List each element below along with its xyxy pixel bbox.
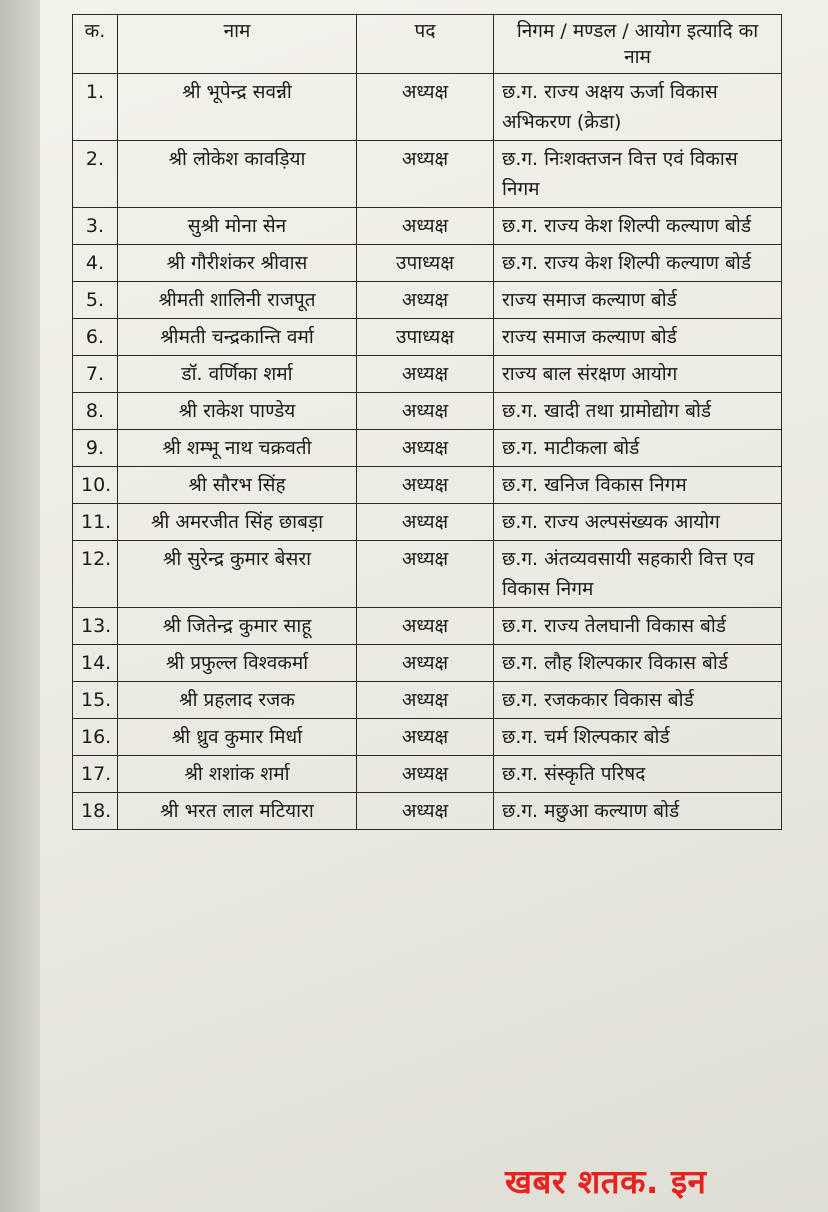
row-post: अध्यक्ष: [357, 430, 494, 467]
row-post: अध्यक्ष: [357, 356, 494, 393]
table-row: [73, 541, 782, 608]
row-organization: छ.ग. खादी तथा ग्रामोद्योग बोर्ड: [494, 393, 782, 430]
row-post: अध्यक्ष: [357, 74, 494, 141]
row-organization: छ.ग. राज्य केश शिल्पी कल्याण बोर्ड: [494, 208, 782, 245]
header-post: पद: [357, 15, 494, 74]
row-serial: 3.: [73, 208, 118, 245]
row-post: अध्यक्ष: [357, 756, 494, 793]
table-row: [73, 319, 782, 356]
row-post: अध्यक्ष: [357, 645, 494, 682]
table-row: [73, 645, 782, 682]
row-serial: 8.: [73, 393, 118, 430]
row-name: श्री लोकेश कावड़िया: [118, 141, 357, 208]
row-post: अध्यक्ष: [357, 793, 494, 830]
row-organization: छ.ग. राज्य तेलघानी विकास बोर्ड: [494, 608, 782, 645]
row-post: उपाध्यक्ष: [357, 319, 494, 356]
row-serial: 10.: [73, 467, 118, 504]
row-name: श्री गौरीशंकर श्रीवास: [118, 245, 357, 282]
row-serial: 16.: [73, 719, 118, 756]
row-serial: 12.: [73, 541, 118, 608]
header-name: नाम: [118, 15, 357, 74]
row-organization: छ.ग. लौह शिल्पकार विकास बोर्ड: [494, 645, 782, 682]
row-organization: राज्य समाज कल्याण बोर्ड: [494, 282, 782, 319]
row-name: श्री शशांक शर्मा: [118, 756, 357, 793]
row-organization: छ.ग. माटीकला बोर्ड: [494, 430, 782, 467]
row-post: अध्यक्ष: [357, 682, 494, 719]
table-row: [73, 467, 782, 504]
table-row: [73, 208, 782, 245]
table-row: [73, 356, 782, 393]
row-organization: छ.ग. राज्य अक्षय ऊर्जा विकास अभिकरण (क्रेडा): [494, 74, 782, 141]
table-row: [73, 141, 782, 208]
table-row: [73, 282, 782, 319]
row-name: डॉ. वर्णिका शर्मा: [118, 356, 357, 393]
table-row: [73, 245, 782, 282]
row-serial: 9.: [73, 430, 118, 467]
row-post: अध्यक्ष: [357, 141, 494, 208]
row-post: अध्यक्ष: [357, 719, 494, 756]
table-header-row: [73, 15, 782, 74]
table-body: [73, 74, 782, 830]
table-row: [73, 430, 782, 467]
table-row: [73, 393, 782, 430]
row-post: अध्यक्ष: [357, 541, 494, 608]
row-organization: छ.ग. चर्म शिल्पकार बोर्ड: [494, 719, 782, 756]
watermark-text: खबर शतक. इन: [505, 1162, 707, 1201]
row-post: अध्यक्ष: [357, 504, 494, 541]
row-serial: 5.: [73, 282, 118, 319]
header-organization: निगम / मण्डल / आयोग इत्यादि का नाम: [494, 15, 782, 74]
row-name: श्री जितेन्द्र कुमार साहू: [118, 608, 357, 645]
row-post: उपाध्यक्ष: [357, 245, 494, 282]
row-post: अध्यक्ष: [357, 393, 494, 430]
row-organization: छ.ग. खनिज विकास निगम: [494, 467, 782, 504]
row-name: श्री सुरेन्द्र कुमार बेसरा: [118, 541, 357, 608]
row-organization: छ.ग. संस्कृति परिषद: [494, 756, 782, 793]
row-name: श्री राकेश पाण्डेय: [118, 393, 357, 430]
row-serial: 18.: [73, 793, 118, 830]
table-row: [73, 74, 782, 141]
row-serial: 6.: [73, 319, 118, 356]
row-name: श्री प्रफुल्ल विश्वकर्मा: [118, 645, 357, 682]
table-row: [73, 793, 782, 830]
table-row: [73, 756, 782, 793]
row-serial: 15.: [73, 682, 118, 719]
row-name: श्री भूपेन्द्र सवन्नी: [118, 74, 357, 141]
row-name: श्रीमती शालिनी राजपूत: [118, 282, 357, 319]
row-serial: 1.: [73, 74, 118, 141]
row-serial: 7.: [73, 356, 118, 393]
row-organization: छ.ग. राज्य केश शिल्पी कल्याण बोर्ड: [494, 245, 782, 282]
row-name: श्री अमरजीत सिंह छाबड़ा: [118, 504, 357, 541]
row-serial: 13.: [73, 608, 118, 645]
row-serial: 14.: [73, 645, 118, 682]
row-post: अध्यक्ष: [357, 282, 494, 319]
row-post: अध्यक्ष: [357, 608, 494, 645]
row-serial: 11.: [73, 504, 118, 541]
table-row: [73, 504, 782, 541]
row-organization: राज्य बाल संरक्षण आयोग: [494, 356, 782, 393]
row-serial: 2.: [73, 141, 118, 208]
table-row: [73, 682, 782, 719]
row-organization: छ.ग. रजककार विकास बोर्ड: [494, 682, 782, 719]
row-name: श्रीमती चन्द्रकान्ति वर्मा: [118, 319, 357, 356]
row-name: श्री शम्भू नाथ चक्रवती: [118, 430, 357, 467]
row-post: अध्यक्ष: [357, 467, 494, 504]
row-organization: छ.ग. राज्य अल्पसंख्यक आयोग: [494, 504, 782, 541]
row-serial: 4.: [73, 245, 118, 282]
row-organization: छ.ग. मछुआ कल्याण बोर्ड: [494, 793, 782, 830]
row-serial: 17.: [73, 756, 118, 793]
table-row: [73, 608, 782, 645]
row-name: श्री भरत लाल मटियारा: [118, 793, 357, 830]
row-name: श्री सौरभ सिंह: [118, 467, 357, 504]
appointments-table: [72, 14, 782, 830]
row-organization: राज्य समाज कल्याण बोर्ड: [494, 319, 782, 356]
row-name: श्री प्रहलाद रजक: [118, 682, 357, 719]
row-name: सुश्री मोना सेन: [118, 208, 357, 245]
row-organization: छ.ग. निःशक्तजन वित्त एवं विकास निगम: [494, 141, 782, 208]
row-post: अध्यक्ष: [357, 208, 494, 245]
row-name: श्री ध्रुव कुमार मिर्धा: [118, 719, 357, 756]
table-row: [73, 719, 782, 756]
row-organization: छ.ग. अंतव्यवसायी सहकारी वित्त एव विकास निगम: [494, 541, 782, 608]
header-serial: क.: [73, 15, 118, 74]
